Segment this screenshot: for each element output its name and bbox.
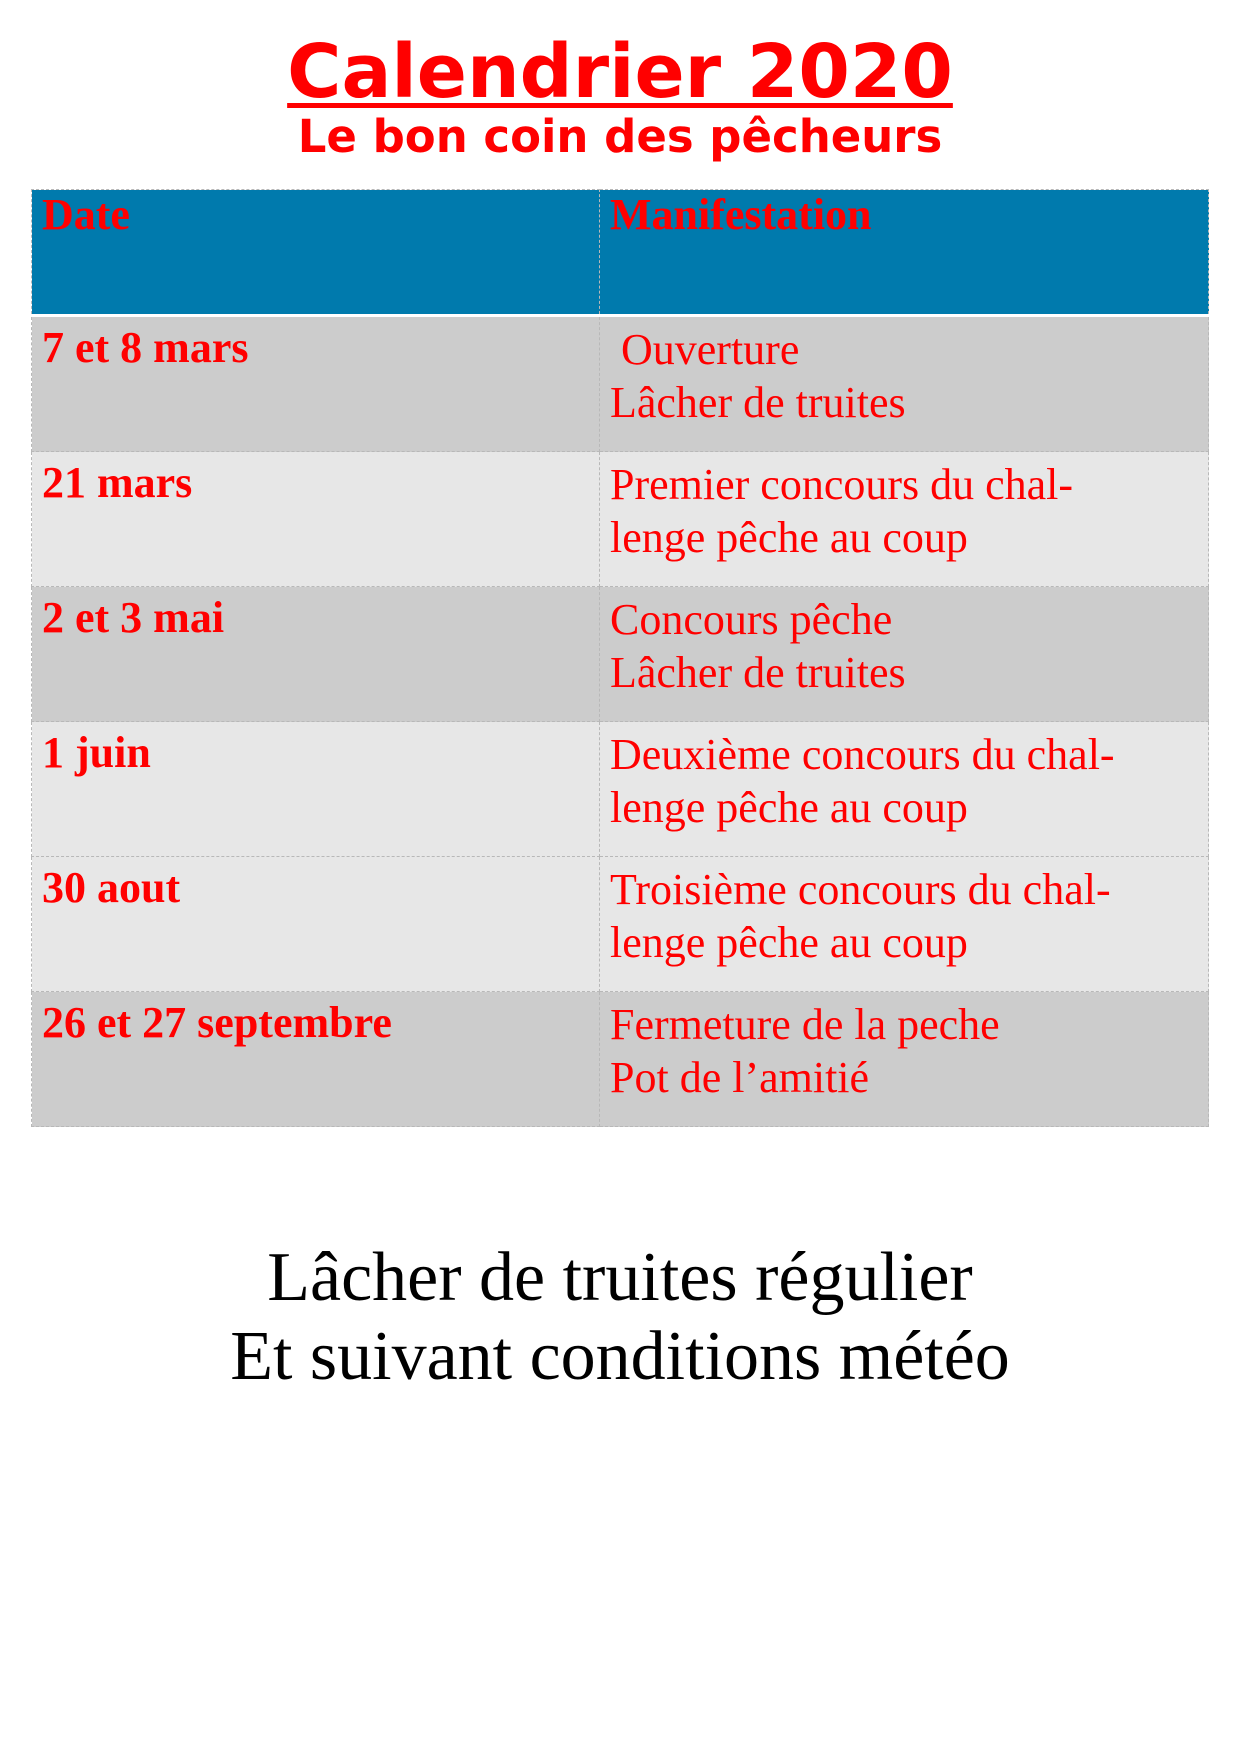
table-row bbox=[32, 857, 1209, 992]
date-cell: 2 et 3 mai bbox=[32, 587, 600, 722]
event-cell bbox=[600, 722, 1209, 857]
event-line: Ouverture bbox=[610, 325, 800, 374]
date-cell: 26 et 27 septembre bbox=[32, 992, 600, 1127]
table-row bbox=[32, 722, 1209, 857]
date-cell: 7 et 8 mars bbox=[32, 316, 600, 452]
date-cell: 21 mars bbox=[32, 452, 600, 587]
table-row bbox=[32, 316, 1209, 452]
event-line: lenge pêche au coup bbox=[610, 918, 968, 967]
footer-line: Et suivant conditions météo bbox=[230, 1318, 1010, 1395]
event-line: Fermeture de la peche bbox=[610, 1000, 1000, 1049]
event-line: Troisième concours du chal- bbox=[610, 865, 1111, 914]
event-cell bbox=[600, 316, 1209, 452]
page-subtitle: Le bon coin des pêcheurs bbox=[297, 110, 943, 163]
table-row bbox=[32, 587, 1209, 722]
event-cell bbox=[600, 587, 1209, 722]
event-cell bbox=[600, 452, 1209, 587]
date-cell: 30 aout bbox=[32, 857, 600, 992]
page-title: Calendrier 2020 bbox=[287, 29, 953, 115]
event-line: Pot de l’amitié bbox=[610, 1053, 870, 1102]
event-cell bbox=[600, 857, 1209, 992]
column-header-manifestation: Manifestation bbox=[600, 190, 1209, 316]
table-header-row bbox=[32, 190, 1209, 316]
event-line: Lâcher de truites bbox=[610, 648, 906, 697]
calendar-table bbox=[31, 189, 1209, 1127]
event-line: Concours pêche bbox=[610, 595, 893, 644]
date-cell: 1 juin bbox=[32, 722, 600, 857]
event-line: Deuxième concours du chal- bbox=[610, 730, 1115, 779]
event-cell bbox=[600, 992, 1209, 1127]
footer-line: Lâcher de truites régulier bbox=[267, 1239, 973, 1316]
event-line: Premier concours du chal- bbox=[610, 460, 1074, 509]
footer-note bbox=[0, 1238, 1240, 1396]
event-line: lenge pêche au coup bbox=[610, 513, 968, 562]
event-line: lenge pêche au coup bbox=[610, 783, 968, 832]
column-header-date: Date bbox=[32, 190, 600, 316]
table-row bbox=[32, 992, 1209, 1127]
event-line: Lâcher de truites bbox=[610, 378, 906, 427]
table-row bbox=[32, 452, 1209, 587]
